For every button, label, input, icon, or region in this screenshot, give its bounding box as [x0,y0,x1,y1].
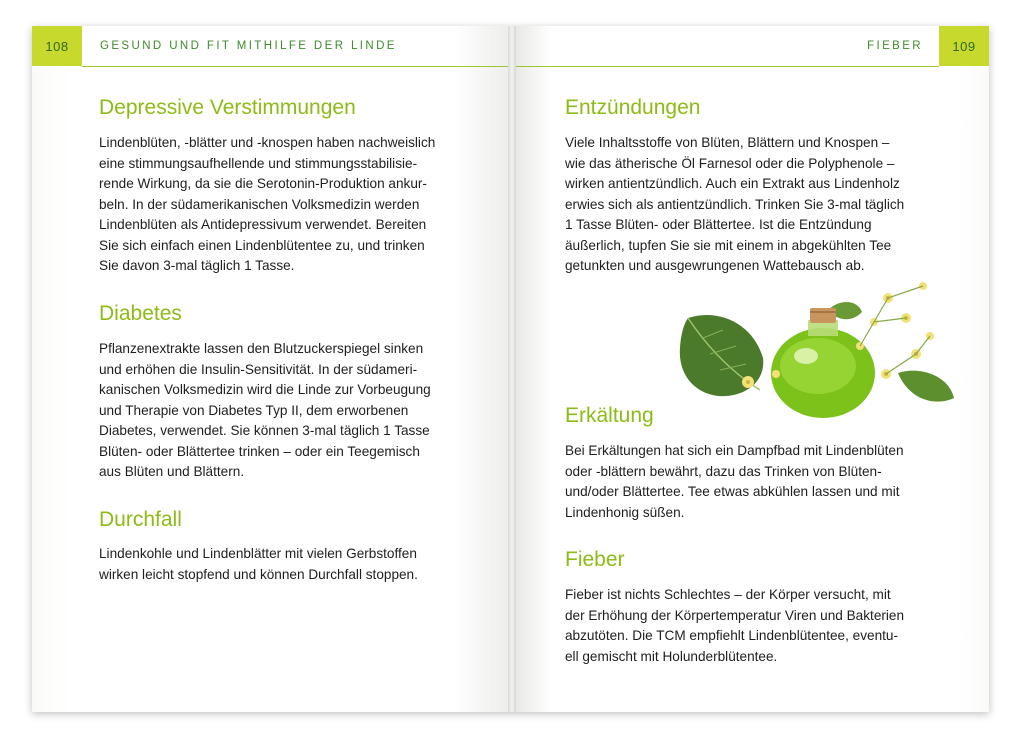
linden-oil-bottle-icon [648,278,958,423]
book-gutter [508,26,516,712]
page-number-left: 108 [32,26,82,66]
section-heading: Durchfall [99,508,182,531]
section-heading: Diabetes [99,302,182,325]
left-page [32,26,512,712]
section-heading: Depressive Verstimmungen [99,96,356,119]
section-body: Lindenblüten, -blätter und -knospen haben nachweislich eine stimmungsaufhellende und stimmungsstabilisie- rende Wirkung, da sie die Serotonin-Produktion ankur- beln. In der südamerikanischen Volksmedizin werden Lindenblüten als Antidepressivum verwendet. Bereiten Sie sich einfach einen Lindenblütentee zu, und trinken Sie davon 3-mal täglich 1 Tasse. [99,135,436,273]
running-head-left: GESUND UND FIT MITHILFE DER LINDE [100,40,397,52]
section-body: Fieber ist nichts Schlechtes – der Körper versucht, mit der Erhöhung der Körpertemperatur Viren und Bakterien abzutöten. Die TCM empfiehlt Lindenblütentee, eventu- ell gemischt mit Holunderblütentee. [565,587,905,664]
page-number-right: 109 [939,26,989,66]
section-body: Pflanzenextrakte lassen den Blutzuckerspiegel sinken und erhöhen die Insulin-Sensitivität. In der südameri- kanischen Volksmedizin wird die Linde zur Vorbeugung und Therapie von Diabetes Typ II, dem erworbenen Diabetes, verwendet. Sie können 3-mal täglich 1 Tasse Blüten- oder Blättertee trinken – oder ein Teegemisch aus Blüten und Blättern. [99,341,431,479]
section-heading: Entzündungen [565,96,701,119]
header-rule-left [82,66,512,67]
running-head-right: FIEBER [867,40,923,52]
section-heading: Erkältung [565,404,654,427]
section-body: Lindenkohle und Lindenblätter mit vielen Gerbstoffen wirken leicht stopfend und können Durchfall stoppen. [99,546,418,582]
section-body: Viele Inhaltsstoffe von Blüten, Blättern und Knospen – wie das ätherische Öl Farnesol oder die Polyphenole – wirken antientzündlich. Auch ein Extrakt aus Lindenholz erwies sich als antientzündlich. Trinken Sie 3-mal täglich 1 Tasse Blüten- oder Blättertee. Ist die Entzündung äußerlich, tupfen Sie sie mit einem in abgekühlten Tee getunkten und ausgewrungenen Wattebausch ab. [565,135,905,273]
header-rule-right [512,66,939,67]
section-body: Bei Erkältungen hat sich ein Dampfbad mit Lindenblüten oder -blättern bewährt, dazu das Trinken von Blüten- und/oder Blättertee. Tee etwas abkühlen lassen und mit Lindenhonig süßen. [565,443,904,520]
section-heading: Fieber [565,548,625,571]
